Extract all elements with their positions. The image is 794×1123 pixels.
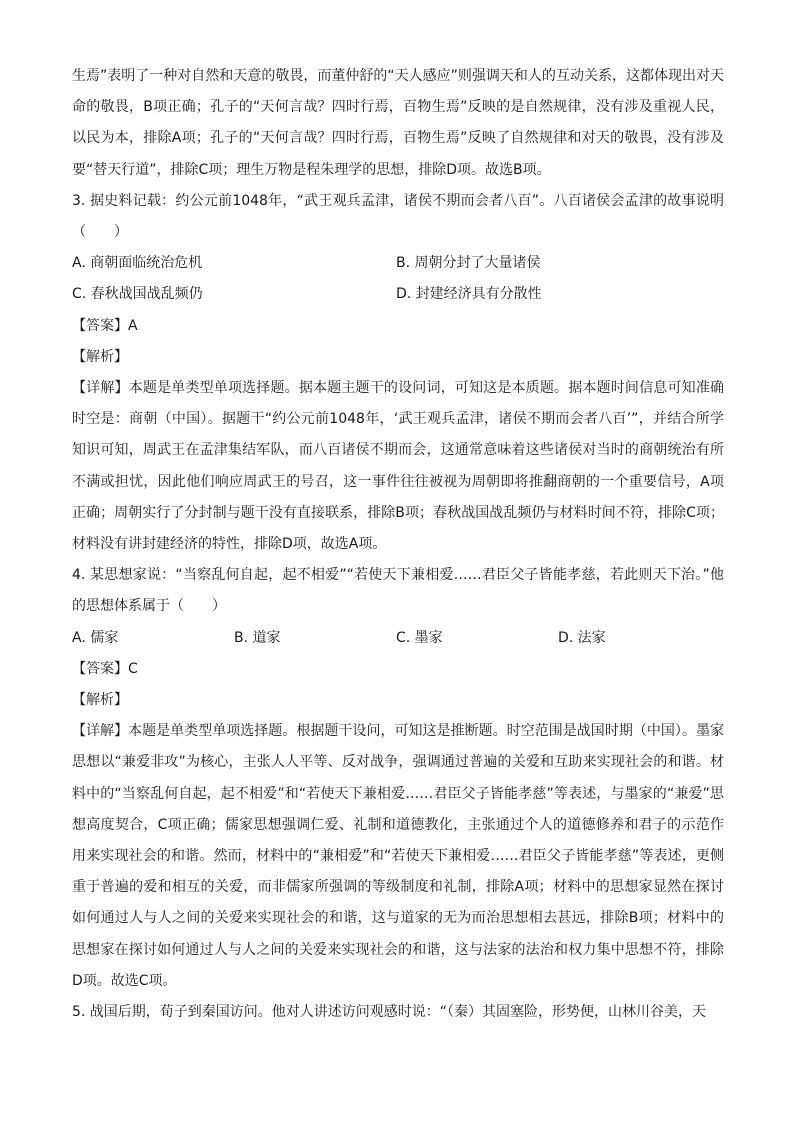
- previous-analysis-paragraph: 生焉”表明了一种对自然和天意的敬畏，而董仲舒的“天人感应”则强调天和人的互动关系，这都体现出对天命的敬畏，B项正确；孔子的“天何言哉？四时行焉，百物生焉”反映的是自然规律，没有涉及重视人民，以民为本，排除A项；孔子的“天何言哉？四时行焉，百物生焉”反映了自然规律和对天的敬畏，没有涉及要“替天行道”，排除C项；理生万物是程朱理学的思想，排除D项。故选B项。: [72, 68, 724, 178]
- detail-explanation: 【详解】本题是单类型单项选择题。根据题干设问，可知这是推断题。时空范围是战国时期（中国）。墨家思想以“兼爱非攻”为核心，主张人人平等、反对战争，强调通过普遍的关爱和互助来实现社会的和谐。材料中的“当察乱何自起，起不相爱”和“若使天下兼相爱……君臣父子皆能孝慈”等表述，与墨家的“兼爱”思想高度契合，C项正确；儒家思想强调仁爱、礼制和道德教化，主张通过个人的道德修养和君子的示范作用来实现社会的和谐。然而，材料中的“兼相爱”和“若使天下兼相爱……君臣父子皆能孝慈”等表述，更侧重于普遍的爱和相互的关爱，而非儒家所强调的等级制度和礼制，排除A项；材料中的思想家显然在探讨如何通过人与人之间的关爱来实现社会的和谐，这与道家的无为而治思想相去甚远，排除B项；材料中的思想家在探讨如何通过人与人之间的关爱来实现社会的和谐，这与法家的法治和权力集中思想不符，排除D项。故选C项。: [72, 723, 724, 989]
- detail-explanation: 【详解】本题是单类型单项选择题。据本题主题干的设问词，可知这是本质题。据本题时间信息可知准确时空是：商朝（中国）。据题干“约公元前1048年，‘武王观兵孟津，诸侯不期而会者八百’”，并结合所学知识可知，周武王在孟津集结军队，而八百诸侯不期而会，这通常意味着这些诸侯对当时的商朝统治有所不满或担忧，因此他们响应周武王的号召，这一事件往往被视为周朝即将推翻商朝的一个重要信号，A项正确；周朝实行了分封制与题干没有直接联系，排除B项；春秋战国战乱频仍与材料时间不符，排除C项；材料没有讲封建经济的特性，排除D项，故选A项。: [72, 379, 724, 552]
- answer-label: 【答案】A: [72, 317, 138, 334]
- option-a: A. 商朝面临统治危机: [72, 255, 203, 272]
- question-3-options-row-1: [72, 248, 724, 279]
- answer-label: 【答案】C: [72, 660, 138, 677]
- question-5: [72, 997, 724, 1028]
- option-c: C. 春秋战国战乱频仍: [72, 286, 203, 303]
- question-5-stem: 5. 战国后期，荀子到秦国访问。他对人讲述访问观感时说：“（秦）其固塞险，形势便，山林川谷美，天: [72, 1003, 707, 1020]
- option-b: B. 周朝分封了大量诸侯: [396, 255, 541, 272]
- document-page: [72, 61, 724, 1028]
- question-4-stem: 4. 某思想家说：“当察乱何自起，起不相爱”“若使天下兼相爱……君臣父子皆能孝慈，若此则天下治。”他的思想体系属于（ ）: [72, 567, 724, 615]
- question-3-stem: 3. 据史料记载：约公元前1048年，“武王观兵孟津，诸侯不期而会者八百”。八百诸侯会孟津的故事说明（ ）: [72, 192, 724, 241]
- question-3: [72, 186, 724, 560]
- option-b: B. 道家: [234, 629, 281, 646]
- question-4: [72, 560, 724, 997]
- question-3-options-row-2: [72, 279, 724, 310]
- option-d: D. 法家: [558, 629, 606, 646]
- analysis-label: 【解析】: [72, 348, 128, 365]
- question-4-options-row: [72, 623, 724, 654]
- option-a: A. 儒家: [72, 629, 119, 646]
- option-d: D. 封建经济具有分散性: [396, 286, 542, 303]
- option-c: C. 墨家: [396, 629, 443, 646]
- analysis-label: 【解析】: [72, 691, 128, 708]
